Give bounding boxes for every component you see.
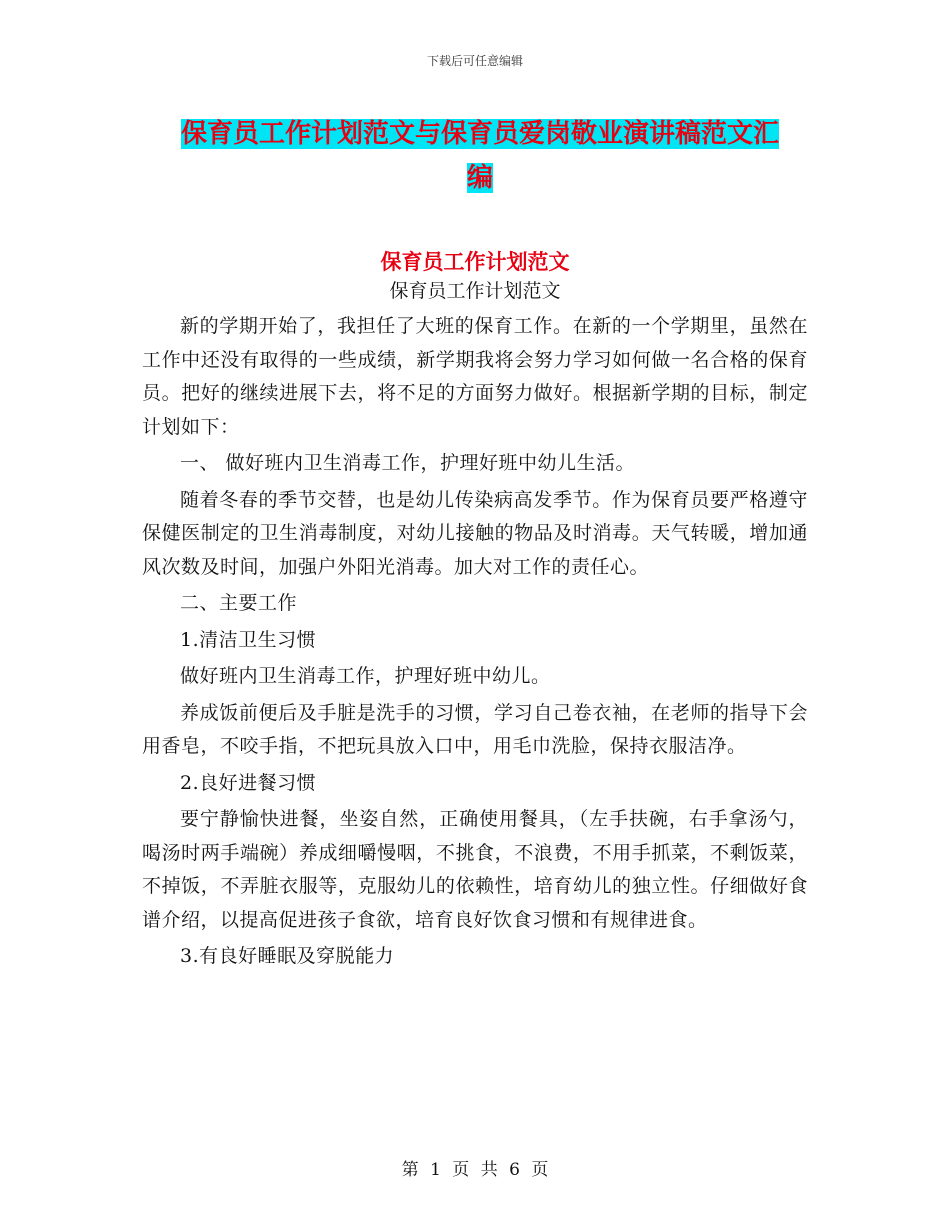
paragraph-intro: 新的学期开始了，我担任了大班的保育工作。在新的一个学期里，虽然在工作中还没有取得的一些成绩，新学期我将会努力学习如何做一名合格的保育员。把好的继续进展下去，将不足的方面努力做好。根据新学期的目标，制定计划如下： — [142, 315, 808, 438]
paragraph-subheading-2: 2.良好进餐习惯 — [180, 771, 317, 794]
section-subtitle: 保育员工作计划范文 — [389, 280, 561, 302]
paragraph-subheading-1: 1.清洁卫生习惯 — [180, 628, 317, 651]
paragraph-heading-1: 一、 做好班内卫生消毒工作，护理好班中幼儿生活。 — [180, 452, 636, 474]
paragraph-hygiene-work: 做好班内卫生消毒工作，护理好班中幼儿。 — [180, 665, 551, 687]
document-body — [142, 310, 808, 974]
section-title: 保育员工作计划范文 — [380, 250, 570, 274]
paragraph-handwashing: 养成饭前便后及手脏是洗手的习惯，学习自己卷衣袖，在老师的指导下会用香皂，不咬手指，不把玩具放入口中，用毛巾洗脸，保持衣服洁净。 — [142, 701, 808, 757]
paragraph-subheading-3: 3.有良好睡眠及穿脱能力 — [180, 945, 395, 967]
page-number-footer: 第 1 页 共 6 页 — [401, 1160, 549, 1180]
document-title — [140, 112, 820, 200]
page-header-note: 下载后可任意编辑 — [426, 54, 523, 68]
document-title-line-2: 编 — [466, 163, 493, 193]
paragraph-hygiene-season: 随着冬春的季节交替，也是幼儿传染病高发季节。作为保育员要严格遵守保健医制定的卫生消毒制度，对幼儿接触的物品及时消毒。天气转暖，增加通风次数及时间，加强户外阳光消毒。加大对工作的责任心。 — [142, 488, 808, 578]
paragraph-heading-2: 二、主要工作 — [180, 592, 298, 614]
document-title-line-1: 保育员工作计划范文与保育员爱岗敬业演讲稿范文汇 — [180, 119, 779, 149]
paragraph-eating-habits: 要宁静愉快进餐，坐姿自然，正确使用餐具，（左手扶碗，右手拿汤勺，喝汤时两手端碗）养成细嚼慢咽，不挑食，不浪费，不用手抓菜，不剩饭菜，不掉饭，不弄脏衣服等，克服幼儿的依赖性，培育幼儿的独立性。仔细做好食谱介绍，以提高促进孩子食欲，培育良好饮食习惯和有规律进食。 — [142, 808, 808, 931]
